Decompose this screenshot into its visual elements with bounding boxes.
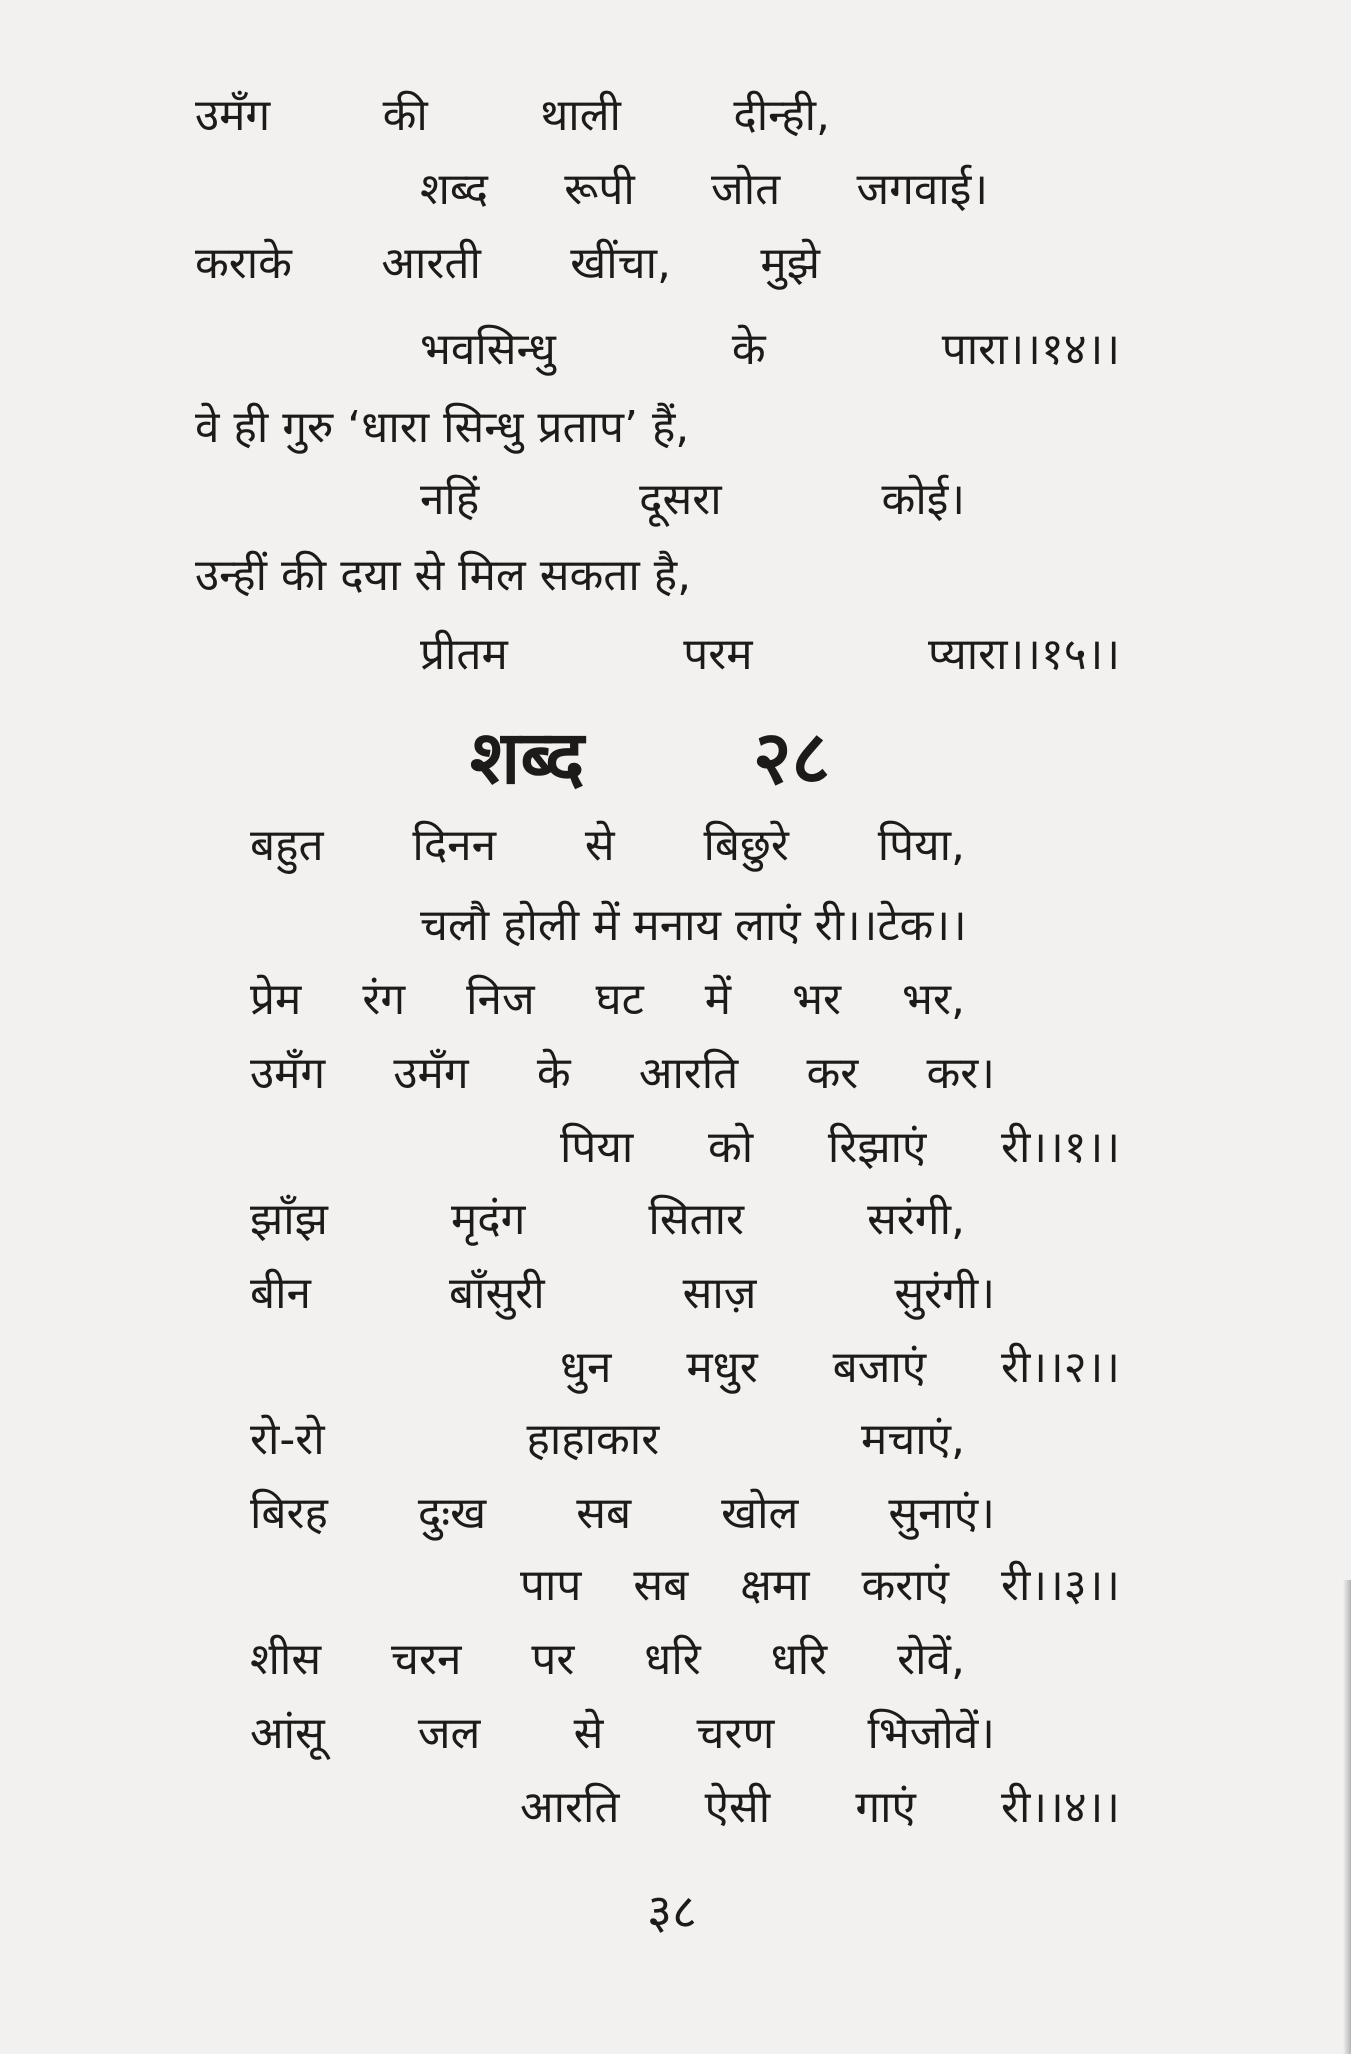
verse-word: बीन <box>250 1268 311 1319</box>
verse-word: साज़ <box>682 1268 757 1319</box>
verse-word: प्रेम <box>250 974 302 1025</box>
verse-line <box>250 1410 965 1470</box>
verse-word: धरि <box>644 1634 701 1685</box>
verse-word: धुन <box>560 1342 612 1393</box>
verse-line <box>250 970 965 1030</box>
verse-word: धरि <box>770 1634 828 1685</box>
verse-word: जल <box>417 1708 481 1759</box>
verse-word: गाएं <box>855 1782 916 1833</box>
verse-word: री।।४।। <box>1001 1782 1120 1833</box>
verse-word: घट <box>595 974 644 1025</box>
verse-word: के <box>536 1048 571 1099</box>
verse-word: सुनाएं। <box>888 1488 995 1539</box>
verse-word: भर <box>792 974 842 1025</box>
verse-line <box>250 1704 995 1764</box>
verse-word: दूसरा <box>639 474 722 525</box>
verse-word: रिझाएं <box>827 1122 927 1173</box>
verse-word: रो-रो <box>250 1414 325 1465</box>
verse-word: री।।३।। <box>1001 1560 1120 1611</box>
verse-word: भवसिन्धु <box>420 324 556 375</box>
verse-word: आरती <box>381 238 481 289</box>
verse-word: आरति <box>520 1782 620 1833</box>
verse-line: उन्हीं की दया से मिल सकता है, <box>195 550 692 601</box>
verse-word: सब <box>576 1488 632 1539</box>
verse-word: बहुत <box>250 820 324 871</box>
verse-word: कर <box>806 1048 859 1099</box>
verse-word: से <box>573 1708 604 1759</box>
verse-word: भिजोवें। <box>867 1708 995 1759</box>
verse-word: मुझे <box>760 238 820 289</box>
verse-word: की <box>382 90 428 141</box>
verse-word: से <box>584 820 615 871</box>
verse-word: दिनन <box>412 820 497 871</box>
verse-word: मधुर <box>686 1342 758 1393</box>
verse-word: खोल <box>721 1488 799 1539</box>
verse-word: प्रीतम <box>420 629 508 680</box>
verse-word: दीन्ही, <box>733 90 830 141</box>
verse-line <box>195 86 830 146</box>
verse-word: क्षमा <box>740 1560 810 1611</box>
verse-word: पिया <box>560 1122 634 1173</box>
verse-word: बजाएं <box>832 1342 927 1393</box>
verse-word: में <box>704 974 732 1025</box>
verse-word: कराके <box>195 238 292 289</box>
verse-word: दुःख <box>417 1488 487 1539</box>
verse-line <box>250 1190 965 1250</box>
page-number: ३८ <box>647 1884 697 1940</box>
verse-line <box>560 1338 1120 1398</box>
verse-word: री।।१।। <box>1001 1122 1120 1173</box>
verse-line <box>250 1484 995 1544</box>
verse-line <box>560 1118 1120 1178</box>
verse-word: निज <box>466 974 535 1025</box>
verse-word: मचाएं, <box>861 1414 965 1465</box>
verse-word: आंसू <box>250 1708 325 1759</box>
verse-word: नहिं <box>420 474 480 525</box>
verse-word: आरति <box>638 1048 739 1099</box>
verse-word: सरंगी, <box>867 1194 965 1245</box>
verse-line <box>250 816 965 876</box>
verse-word: शीस <box>250 1634 322 1685</box>
verse-word: बाँसुरी <box>448 1268 545 1319</box>
verse-word: जोत <box>711 164 781 215</box>
verse-line: चलौ होली में मनाय लाएं री।।टेक।। <box>420 900 967 951</box>
verse-line <box>250 1044 995 1104</box>
verse-word: कराएं <box>861 1560 950 1611</box>
verse-word: भर, <box>902 974 965 1025</box>
verse-word: ऐसी <box>704 1782 771 1833</box>
verse-line: वे ही गुरु ‘धारा सिन्धु प्रताप’ हैं, <box>195 402 690 453</box>
verse-word: झाँझ <box>250 1194 328 1245</box>
verse-word: कर। <box>926 1048 995 1099</box>
verse-word: बिछुरे <box>703 820 789 871</box>
verse-word: री।।२।। <box>1000 1342 1120 1393</box>
verse-word: कोई। <box>881 474 965 525</box>
verse-word: खींचा, <box>570 238 671 289</box>
verse-word: पारा।।१४।। <box>941 324 1120 375</box>
verse-line <box>520 1778 1120 1838</box>
verse-word: को <box>708 1122 754 1173</box>
verse-line <box>420 625 1120 685</box>
heading-word: शब्द <box>470 715 585 801</box>
verse-line <box>420 470 965 530</box>
verse-word: सब <box>633 1560 689 1611</box>
verse-word: के <box>731 324 766 375</box>
verse-word: पर <box>531 1634 575 1685</box>
verse-word: पाप <box>520 1560 582 1611</box>
verse-word: सितार <box>648 1194 745 1245</box>
verse-word: रूपी <box>564 164 635 215</box>
verse-line <box>420 320 1120 380</box>
verse-word: मृदंग <box>450 1194 526 1245</box>
verse-word: शब्द <box>420 164 488 215</box>
heading-number: २८ <box>753 715 830 801</box>
verse-word: रंग <box>362 974 406 1025</box>
verse-word: परम <box>683 629 753 680</box>
verse-word: हाहाकार <box>526 1414 660 1465</box>
shabd-heading <box>470 710 830 806</box>
verse-word: पिया, <box>877 820 965 871</box>
verse-word: प्यारा।।१५।। <box>927 629 1120 680</box>
verse-word: चरण <box>696 1708 775 1759</box>
verse-word: रोवें, <box>897 1634 965 1685</box>
verse-word: सुरंगी। <box>894 1268 995 1319</box>
verse-word: उमँग <box>250 1048 326 1099</box>
verse-line <box>250 1264 995 1324</box>
verse-word: जगवाई। <box>856 164 988 215</box>
verse-line <box>420 160 988 220</box>
verse-word: उमँग <box>195 90 271 141</box>
page-edge-shadow <box>1343 1580 1351 2054</box>
verse-word: थाली <box>540 90 621 141</box>
verse-line <box>250 1630 965 1690</box>
verse-line <box>195 234 820 294</box>
verse-word: चरन <box>391 1634 462 1685</box>
verse-word: बिरह <box>250 1488 328 1539</box>
verse-line <box>520 1556 1120 1616</box>
verse-word: उमँग <box>393 1048 469 1099</box>
